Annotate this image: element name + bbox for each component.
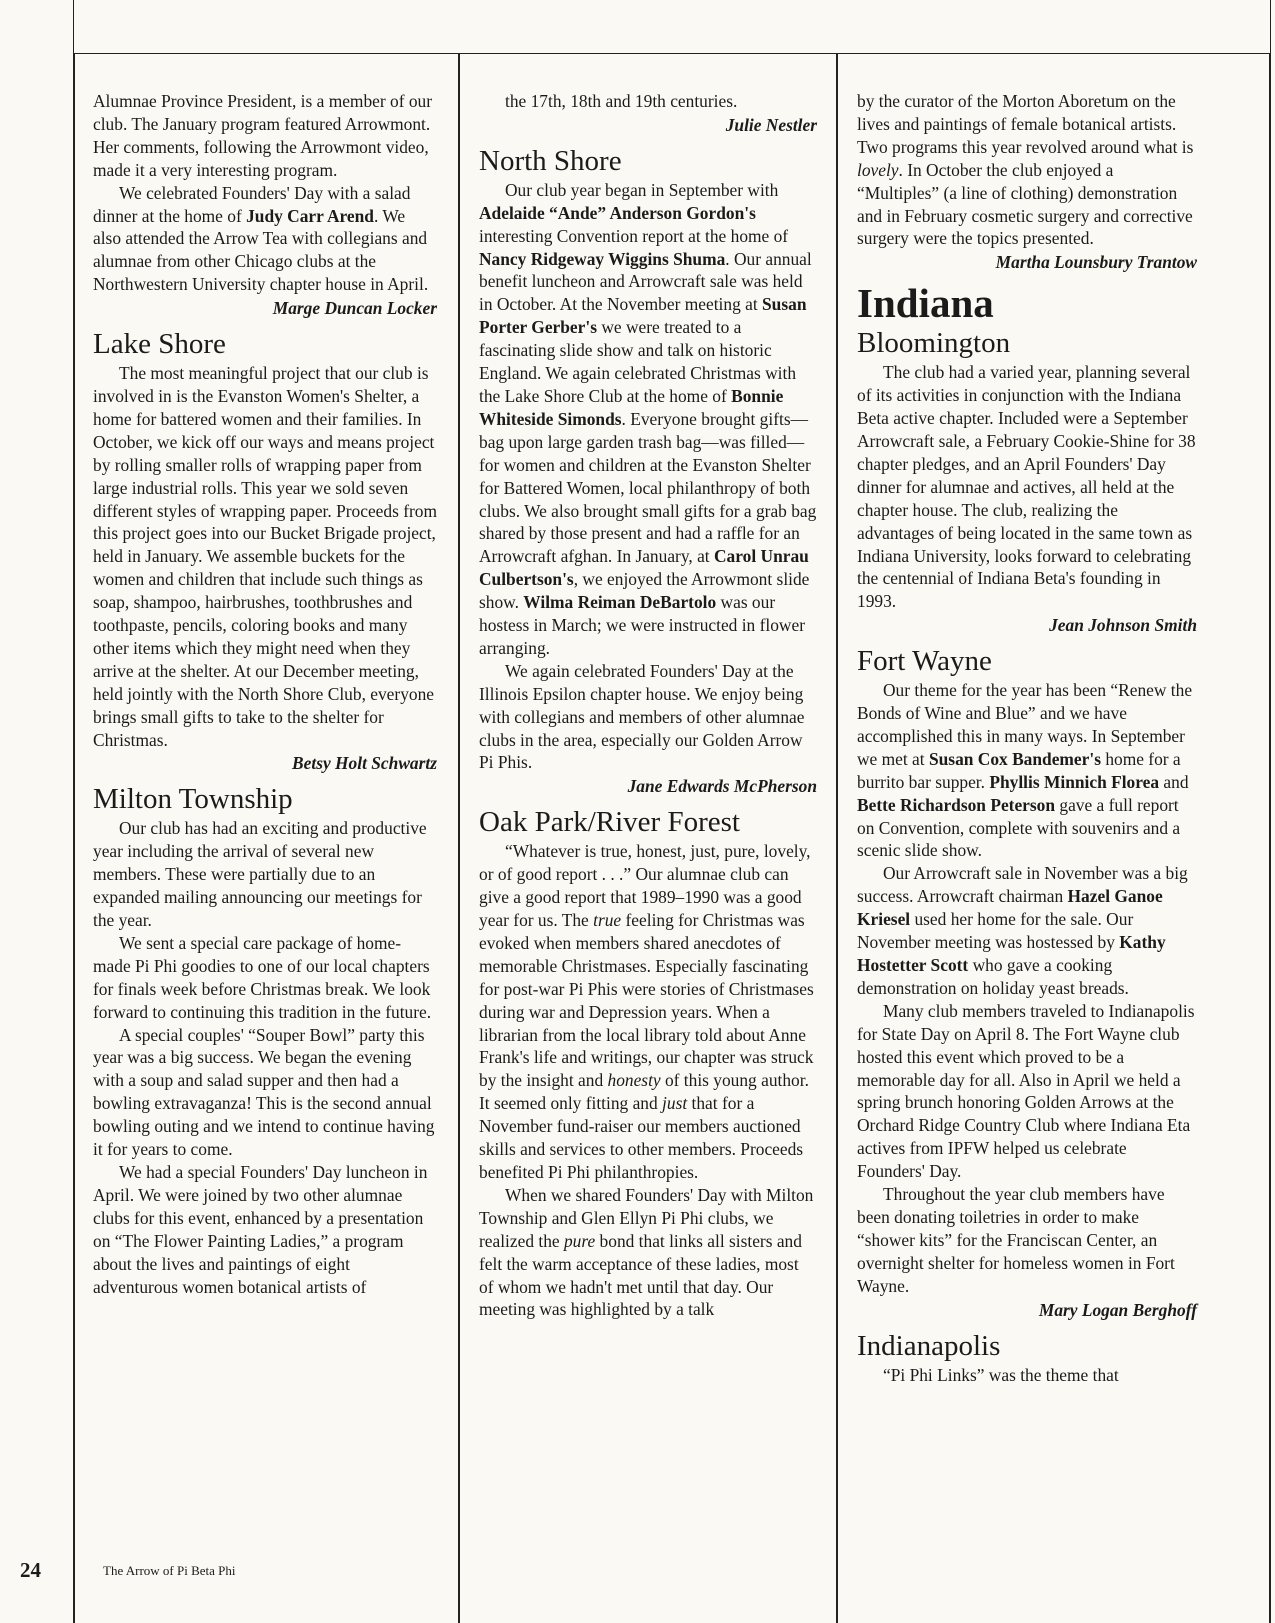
paragraph: Throughout the year club members have been donating toiletries in order to make “shower kits” for the Franciscan Center, an overnight shelter for homeless women in Fort Wayne. [857,1184,1175,1296]
paragraph: Our Arrowcraft sale in November was a big success. Arrowcraft chairman Hazel Ganoe Kriesel used her home for the sale. Our November meeting was hostessed by Kathy Hostetter Scott who gave a cooking demonstration on holiday yeast breads. [857,863,1188,998]
paragraph: “Pi Phi Links” was the theme that [883,1364,1119,1385]
paragraph: by the curator of the Morton Aboretum on the lives and paintings of female botanical artists. Two programs this year revolved around what is lovely. In October the club enjoyed a “Multiples” (a line of clothing) demonstration and in February cosmetic surgery and corrective surgery were the topics presented. [857,91,1194,249]
club-heading: Indianapolis [857,1329,1001,1362]
signature: Martha Lounsbury Trantow [995,252,1197,273]
signature: Marge Duncan Locker [272,298,437,319]
footer-publication: The Arrow of Pi Beta Phi [103,1563,236,1578]
paragraph: A special couples' “Souper Bowl” party this year was a big success. We began the evening with a soup and salad supper and then had a bowling extravaganza! This is the second annual bowling outing and we intend to continue having it for years to come. [93,1024,435,1160]
paragraph: When we shared Founders' Day with Milton Township and Glen Ellyn Pi Phi clubs, we realized the pure bond that links all sisters and felt the warm acceptance of these ladies, most of whom we hadn't met until that day. Our meeting was highlighted by a talk [479,1184,814,1320]
paragraph: We again celebrated Founders' Day at the Illinois Epsilon chapter house. We enjoy being with collegians and members of other alumnae clubs in the area, especially our Golden Arrow Pi Phis. [479,660,805,773]
left-frame-rule [73,54,75,1623]
signature: Julie Nestler [725,114,817,135]
column-2 [479,90,817,1321]
club-heading: Bloomington [857,327,1011,360]
paragraph: the 17th, 18th and 19th centuries. [505,91,738,111]
signature: Jean Johnson Smith [1049,615,1197,636]
paragraph: Our club has had an exciting and productive year including the arrival of several new members. These were partially due to an expanded mailing announcing our meetings for the year. [93,818,427,930]
club-heading: Oak Park/River Forest [479,806,740,839]
paragraph: Alumnae Province President, is a member of our club. The January program featured Arrowmont. Her comments, following the Arrowmont video, made it a very interesting program. [93,91,433,180]
paragraph: We sent a special care package of home-made Pi Phi goodies to one of our local chapters for finals week before Christmas break. We look forward to continuing this tradition in the future. [93,932,432,1022]
column-1 [93,90,437,1298]
column-rule-2 [836,54,838,1623]
signature: Betsy Holt Schwartz [292,753,437,774]
paragraph: The most meaningful project that our club is involved in is the Evanston Women's Shelter, a home for battered women and their families. In October, we kick off our ways and means project by rolling smaller rolls of wrapping paper from large industrial rolls. This year we sold seven different styles of wrapping paper. Proceeds from this project goes into our Bucket Brigade project, held in January. We assemble buckets for the women and children that include such things as soap, shampoo, hairbrushes, toothbrushes and toothpaste, pencils, coloring books and many other items which they might need when they arrive at the shelter. At our December meeting, held jointly with the North Shore Club, everyone brings small gifts to take to the shelter for Christmas. [93,363,438,750]
paragraph: We had a special Founders' Day luncheon in April. We were joined by two other alumnae clubs for this event, enhanced by a presentation on “The Flower Painting Ladies,” a program about the lives and paintings of eight adventurous women botanical artists of [93,1161,428,1297]
paragraph: Our theme for the year has been “Renew the Bonds of Wine and Blue” and we have accomplished this in many ways. In September we met at Susan Cox Bandemer's home for a burrito bar supper. Phyllis Minnich Florea and Bette Richardson Peterson gave a full report on Convention, complete with souvenirs and a scenic slide show. [857,680,1193,861]
page-frame-top [73,0,1271,54]
paragraph: “Whatever is true, honest, just, pure, lovely, or of good report . . .” Our alumnae club can give a good report that 1989–1990 was a good year for us. The true feeling for Christmas was evoked when members shared anecdotes of memorable Christmases. Especially fascinating for post-war Pi Phis were stories of Christmases during war and Depression years. When a librarian from the local library told about Anne Frank's life and writings, our chapter was struck by the insight and honesty of this young author. It seemed only fitting and just that for a November fund-raiser our members auctioned skills and services to other members. Proceeds benefited Pi Phi philanthropies. [479,841,814,1182]
right-frame-rule [1269,54,1271,1623]
state-heading: Indiana [857,280,994,327]
club-heading: Lake Shore [93,328,226,361]
paragraph: Our club year began in September with Adelaide “Ande” Anderson Gordon's interesting Convention report at the home of Nancy Ridgeway Wiggins Shuma. Our annual benefit luncheon and Arrowcraft sale was held in October. At the November meeting at Susan Porter Gerber's we were treated to a fascinating slide show and talk on historic England. We again celebrated Christmas with the Lake Shore Club at the home of Bonnie Whiteside Simonds. Everyone brought gifts—bag upon large garden trash bag—was filled—for women and children at the Evanston Shelter for Battered Women, local philanthropy of both clubs. We also brought small gifts for a grab bag shared by those present and had a raffle for an Arrowcraft afghan. In January, at Carol Unrau Culbertson's, we enjoyed the Arrowmont slide show. Wilma Reiman DeBartolo was our hostess in March; we were instructed in flower arranging. [479,179,817,658]
signature: Mary Logan Berghoff [1038,1299,1197,1320]
paragraph: Many club members traveled to Indianapolis for State Day on April 8. The Fort Wayne club hosted this event which proved to be a memorable day for all. Also in April we held a spring brunch honoring Golden Arrows at the Orchard Ridge Country Club where Indiana Eta actives from IPFW helped us celebrate Founders' Day. [857,1000,1195,1182]
page-number: 24 [20,1558,41,1582]
paragraph: The club had a varied year, planning several of its activities in conjunction with the Indiana Beta active chapter. Included were a September Arrowcraft sale, a February Cookie-Shine for 38 chapter pledges, and an April Founders' Day dinner for alumnae and actives, all held at the chapter house. The club, realizing the advantages of being located in the same town as Indiana University, looks forward to celebrating the centennial of Indiana Beta's founding in 1993. [857,362,1196,612]
paragraph: We celebrated Founders' Day with a salad dinner at the home of Judy Carr Arend. We also attended the Arrow Tea with collegians and alumnae from other Chicago clubs at the Northwestern University chapter house in April. [93,182,429,295]
club-heading: Fort Wayne [857,645,992,678]
club-heading: North Shore [479,144,622,177]
club-heading: Milton Township [93,783,293,816]
column-3 [857,90,1197,1386]
column-rule-1 [458,54,460,1623]
signature: Jane Edwards McPherson [627,776,817,797]
